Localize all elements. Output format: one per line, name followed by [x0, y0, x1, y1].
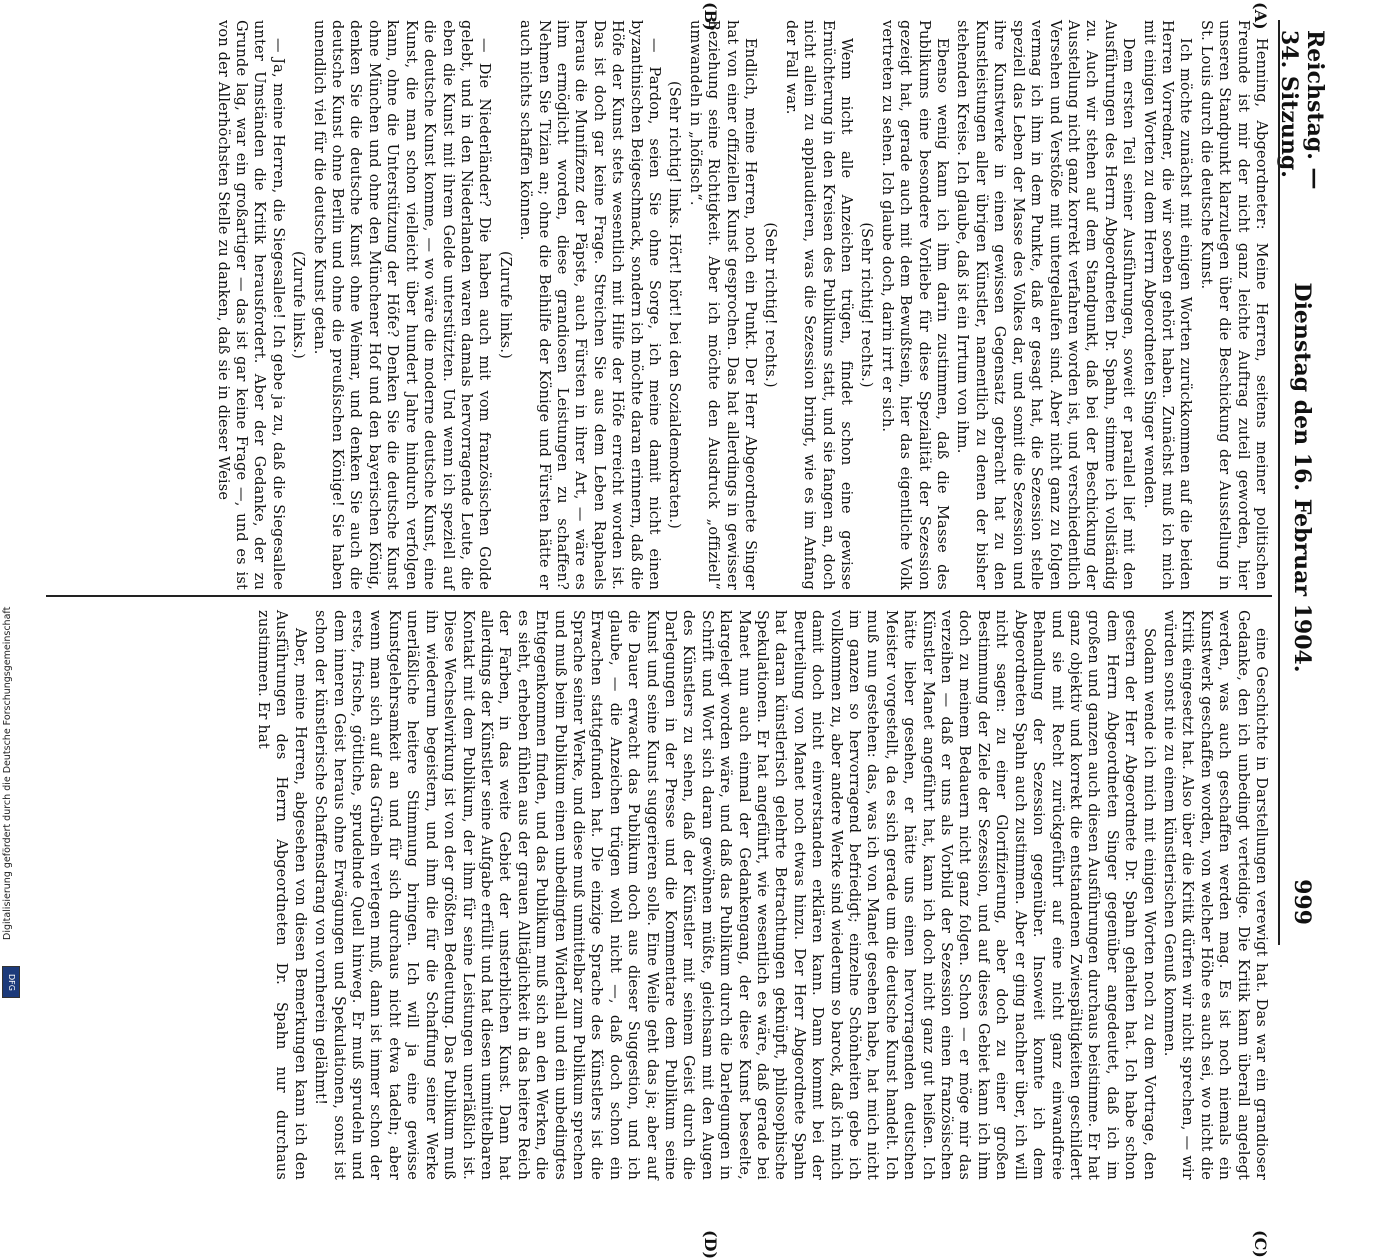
- column-divider: [46, 595, 1272, 597]
- left-text-column: [50, 20, 1270, 590]
- page-number: 999: [1289, 879, 1315, 925]
- left-paragraph: — Pardon, seien Sie ohne Sorge, ich meine damit nicht einen byzantinischen Beigeschmack, sondern ich möchte daran erinnern, daß die Höfe der Kunst stets wesentlich mit Hilfe der Höfe erreicht worden ist. Das ist doch gar keine Frage. Streichen Sie aus dem Leben Raphaels heraus die Munifizenz der Päpste, auch Fürsten in ihrer Art, — wäre es ihm ermöglicht worden, diese grandiosen Leistungen zu schaffen? Nehmen Sie Tizian an; ohne die Beihilfe der Könige und Fürsten hätte er auch nichts schaffen können.: [517, 20, 662, 590]
- left-paragraph: Wenn nicht alle Anzeichen trügen, findet schon eine gewisse Ernüchterung in den Kreisen des Publikums statt, und sie fangen an, doch nicht allein zu applaudieren, was die Sezession bringt, wie es im Anfang der Fall war.: [782, 20, 855, 590]
- left-paragraph: (Sehr richtig! rechts.): [858, 222, 875, 388]
- right-paragraph: Aber, meine Herren, abgesehen von diesen Bemerkungen kann ich den Ausführungen des Herrn Abgeordneten Dr. Spahn nur durchaus zustimmen. Er hat: [255, 610, 308, 1180]
- header-session: Reichstag. — 34. Sitzung.: [1276, 30, 1328, 190]
- left-paragraph: Endlich, meine Herren, noch ein Punkt. Der Herr Abgeordnete Singer hat von einer offiziellen Kunst gesprochen. Das hat allerdings in gewisser Beziehung seine Richtigkeit. Aber ich möchte den Ausdruck „offiziell“ umwandeln in „höfisch“.: [686, 20, 759, 590]
- funding-note-text: Digitalisierung gefördert durch die Deutsche Forschungsgemeinschaft: [2, 606, 13, 940]
- funding-note: [2, 240, 16, 940]
- left-paragraph: — Ja, meine Herren, die Siegesallee! Ich gebe ja zu, daß die Siegesallee unter Umständen die Kritik herausfordert. Aber der Gedanke, der zu Grunde lag, war ein großartiger — das ist gar keine Frage —, und es ist von der Allerhöchsten Stelle zu danken, daß sie in dieser Weise: [214, 20, 286, 590]
- left-paragraph: Henning, Abgeordneter: Meine Herren, seitens meiner politischen Freunde ist mir der nicht ganz leichte Auftrag zuteil geworden, hier unseren Standpunkt klarzulegen über die Beschickung der Ausstellung in St. Louis durch die deutsche Kunst.: [1197, 20, 1269, 590]
- margin-marker-c: (C): [1251, 1230, 1270, 1258]
- margin-marker-a: (A): [1251, 2, 1270, 30]
- dfg-logo: [2, 966, 20, 998]
- left-paragraph: (Sehr richtig! rechts.): [762, 222, 779, 388]
- margin-marker-d: (D): [701, 1230, 720, 1259]
- right-paragraph: eine Geschichte in Darstellungen verewigt hat. Das war ein grandioser Gedanke, den ich unbedingt verteidige. Die Kritik kann überall angelegt werden, was auch geschaffen werden mag. Es ist noch niemals ein Kunstwerk geschaffen worden, von welcher Höhe es auch sei, wo nicht die Kritik eingesetzt hat. Also über die Kritik dürfen wir nicht sprechen, — wir würden sonst nie zu einem künstlerischen Genuß kommen.: [1160, 610, 1269, 1180]
- left-paragraph: (Zurufe links.): [496, 250, 513, 359]
- page-header: [1276, 30, 1328, 925]
- header-date: Dienstag den 16. Februar 1904.: [1289, 282, 1315, 673]
- left-paragraph: Ebenso wenig kann ich ihm darin zustimmen, daß die Masse des Publikums eine besondere Vorliebe für diese Spezialität der Sezession gezeigt hat, gerade auch mit dem Bewußtsein, hier das eigentliche Volk vertreten zu sehen. Ich glaube doch, darin irrt er sich.: [878, 20, 951, 590]
- header-rule: [1278, 20, 1280, 945]
- left-paragraph: Dem ersten Teil seiner Ausführungen, soweit er parallel lief mit den Ausführungen des Herrn Abgeordneten Dr. Spahn, stimme ich vollständig zu. Auch wir stehen auf dem Standpunkt, daß bei der Beschickung der Ausstellung nicht ganz korrekt verfahren worden ist, und verschiedentlich Versehen und Verstöße mit untergelaufen sind. Aber nicht ganz zu folgen vermag ich ihm in dem Punkte, daß er gesagt hat, die Sezession stelle speziell das Leben der Masse des Volkes dar, und somit die Sezession und ihre Kunstwerke in einen gewissen Gegensatz gebracht hat zu den Kunstleistungen aller übrigen Künstler, namentlich zu denen der bisher stehenden Kreise. Ich glaube, daß ist ein Irrtum von ihm.: [954, 20, 1137, 590]
- right-text-column: [50, 610, 1270, 1180]
- document-page: [40, 0, 1340, 1259]
- left-paragraph: (Zurufe links.): [290, 250, 307, 359]
- left-paragraph: Ich möchte zunächst mit einigen Worten zurückkommen auf die beiden Herren Vorredner, die wir soeben gehört haben. Zunächst muß ich mich mit einigen Worten zu dem Herrn Abgeordneten Singer wenden.: [1140, 20, 1194, 590]
- dfg-logo-text: DFG: [7, 973, 16, 991]
- left-paragraph: — Die Niederländer? Die haben auch mit vom französischen Golde gelebt, und in den Niederlanden waren damals hervorragende Leute, die eben die Kunst mit ihrem Gelde unterstützten. Und wenn ich speziell auf die deutsche Kunst komme, — wo wäre die moderne deutsche Kunst, eine Kunst, die man schon vielleicht über hundert Jahre hindurch verfolgen kann, ohne die Unterstützung der Höfe? Denken Sie die deutsche Kunst ohne München und ohne den Münchener Hof und den bayerischen König, denken Sie die deutsche Kunst ohne Weimar, und denken Sie auch die deutsche Kunst ohne Berlin und ohne die preußischen Könige! Sie haben unendlich viel für die deutsche Kunst getan.: [310, 20, 493, 590]
- margin-marker-b: (B): [701, 2, 720, 31]
- right-paragraph: Sodann wende ich mich mit einigen Worten noch zu dem Vortrage, den gestern der Herr Abgeordnete Dr. Spahn gehalten hat. Ich habe schon dem Herrn Abgeordneten Singer gegenüber angedeutet, daß ich im großen und ganzen auch diesen Ausführungen durchaus beistimme. Er hat ganz objektiv und korrekt die entstandenen Zwiespältigkeiten geschildert und sie mit Recht zurückgeführt auf eine nicht ganz einwandfreie Behandlung der Sezession gegenüber. Insoweit konnte ich dem Abgeordneten Spahn auch zustimmen. Aber er ging nachher über, ich will nicht sagen: zu einer Glorifizierung, aber doch zu einer großen Bestimmung der Ziele der Sezession, und auf dieses Gebiet kann ich ihm doch zu meinem Bedauern nicht ganz folgen. Schon — er möge mir das verzeihen — daß er uns als Vorbild der Sezession einen französischen Künstler Manet angeführt hat, kann ich doch nicht ganz gut heißen. Ich hätte lieber gesehen, er hätte uns einen hervorragenden deutschen Meister vorgestellt, da es sich gerade um die deutsche Kunst handelt. Ich muß nun gestehen: das, was ich von Manet gesehen habe, hat mich nicht im ganzen so hervorragend befriedigt; einzelne Schönheiten gebe ich vollkommen zu, aber andere Werke sind wiederum so barock, daß ich mich damit doch nicht einverstanden erklären kann. Dann kommt bei der Beurteilung von Manet noch etwas hinzu. Der Herr Abgeordnete Spahn hat daran künstlerisch gelehrte Betrachtungen geknüpft, philosophische Spekulationen. Er hat angeführt, wie wesentlich es wäre, daß gerade bei Manet nun auch einmal der Gedankengang, der diese Kunst beseelte, klargelegt worden wäre, und daß das Publikum durch die Darlegungen in Schrift und Wort sich daran gewöhnen müßte, gleichsam mit den Augen des Künstlers zu sehen, daß der Künstler mit seinem Geist durch die Darlegungen in der Presse und die Kommentare dem Publikum seine Kunst und seine Kunst suggerieren solle. Eine Weile geht das ja; aber auf die Dauer erwacht das Publikum doch aus dieser Suggestion, und ich glaube, — die Anzeichen trügen wohl nicht —, daß doch schon ein Erwachen stattgefunden hat. Die einzige Sprache des Künstlers ist die Sprache seiner Werke, und diese muß unmittelbar zum Publikum sprechen und muß beim Publikum einen unbedingten Widerhall und ein unbedingtes Entgegenkommen finden, und das Publikum muß sich an den Werken, die es sieht, erheben fühlen aus der grauen Alltäglichkeit in das heitere Reich der Farben, in das weite Gebiet der unsterblichen Kunst. Dann hat allerdings der Künstler seine Aufgabe erfüllt und hat diesen unmittelbaren Kontakt mit dem Publikum, der ihm für seine Leistungen unerläßlich ist. Diese Wechselwirkung ist von der größten Bedeutung. Das Publikum muß ihn wiederum begeistern, und ihm die für die Schaffung seiner Werke unerläßliche heitere Stimmung bringen. Ich will ja eine gewisse Kunstgelehrsamkeit an und für sich durchaus nicht etwa tadeln; aber wenn man sich auf das Grübeln verlegen muß, dann ist immer schon der erste, frische, göttliche, sprudelnde Quell hinweg. Er muß sprudeln und dem inneren Geist heraus ohne Erwägungen und Spekulationen, sonst ist schon der künstlerische Schaffensdrang von vornherein gelähmt!: [312, 610, 1157, 1180]
- left-paragraph: (Sehr richtig! links. Hört! hört! bei den Sozialdemokraten.): [666, 80, 683, 529]
